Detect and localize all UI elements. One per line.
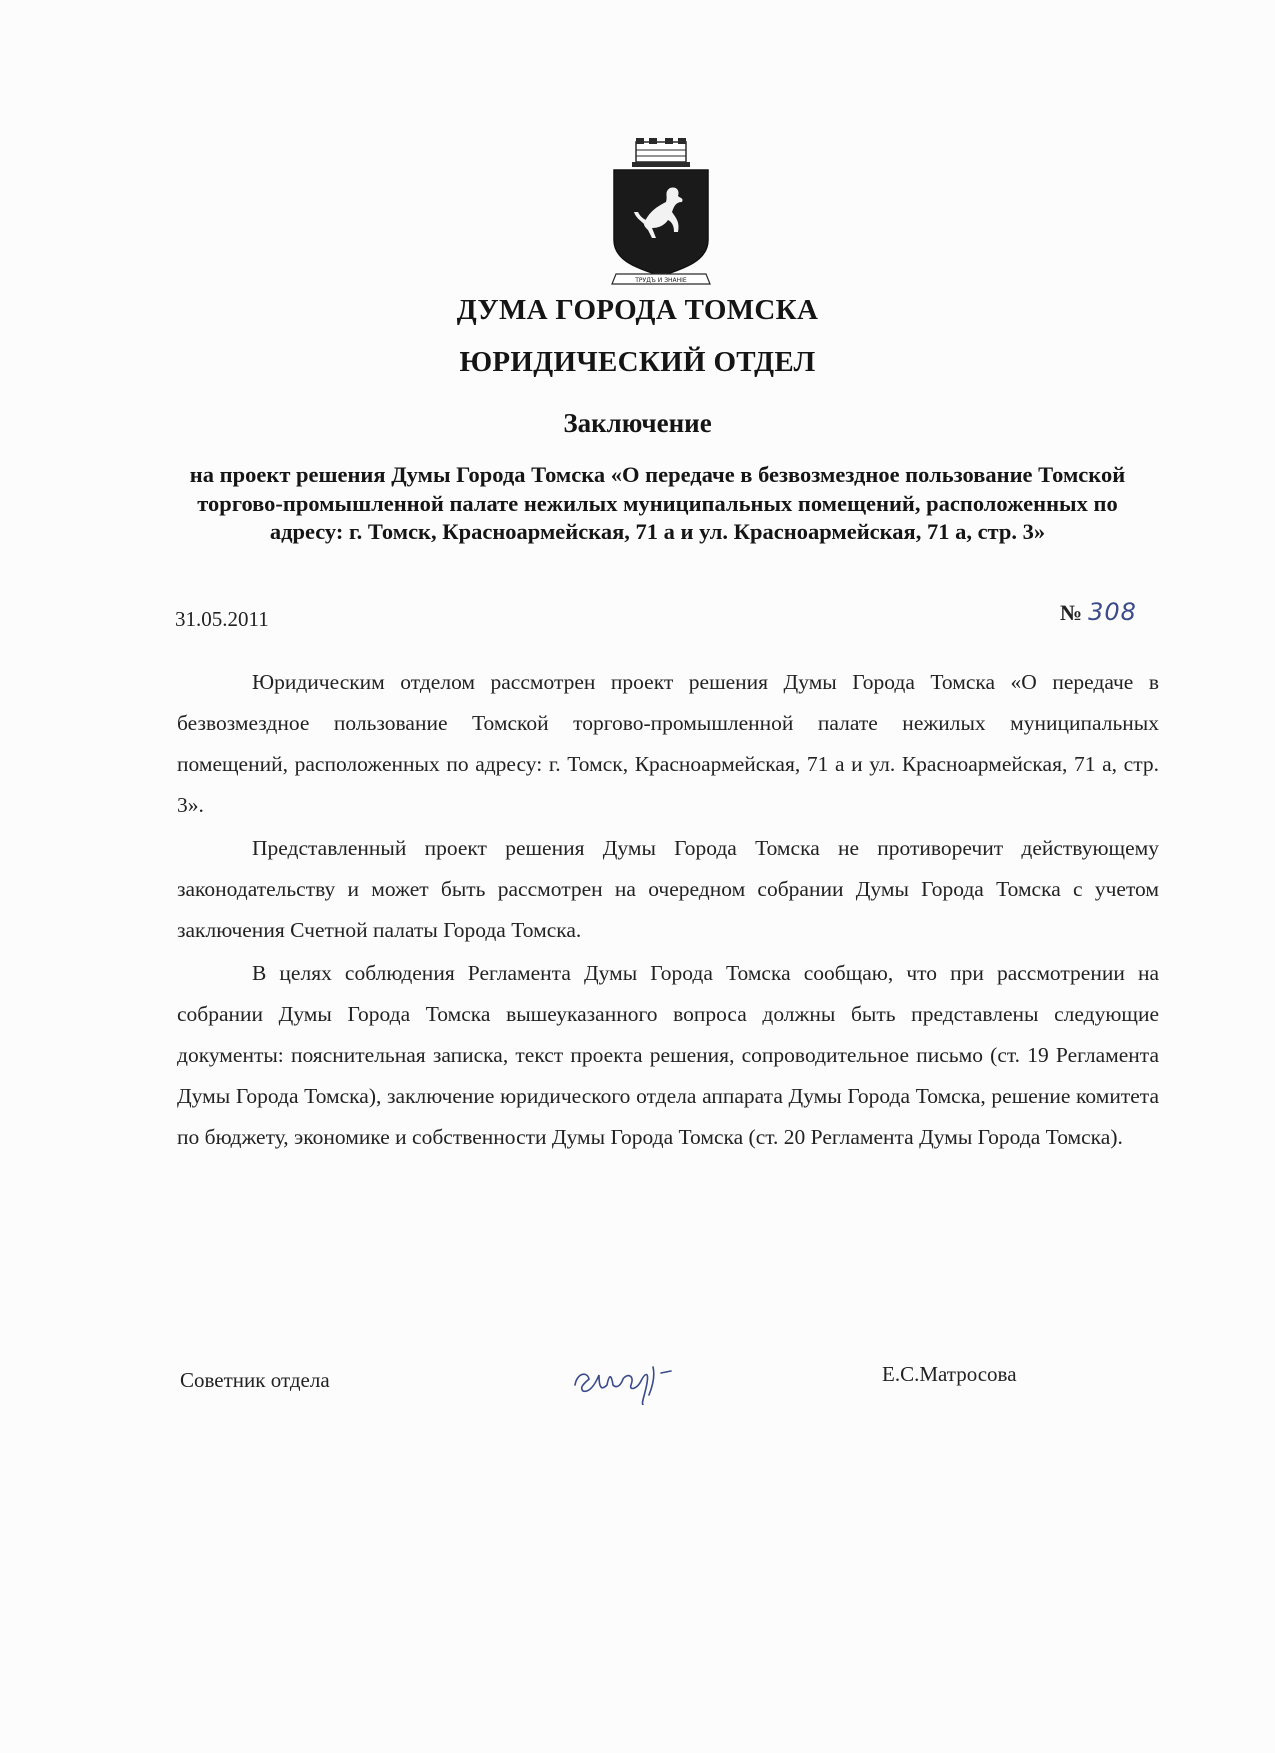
- number-value: 308: [1088, 598, 1137, 626]
- svg-text:ТРУДЪ И ЗНАНIЕ: ТРУДЪ И ЗНАНIЕ: [635, 277, 687, 284]
- signer-name: Е.С.Матросова: [882, 1362, 1017, 1386]
- body-paragraph: Юридическим отделом рассмотрен проект решения Думы Города Томска «О передаче в безвозмездное пользование Томской торгово-промышленной палате нежилых муниципальных помещений, расположенных по адресу: г. Томск, Красноармейская, 71 а и ул. Красноармейская, 71 а, стр. 3».: [177, 670, 1159, 817]
- tomsk-coat-of-arms-icon: [606, 136, 716, 290]
- handwritten-signature: [565, 1345, 725, 1405]
- department-name: ЮРИДИЧЕСКИЙ ОТДЕЛ: [459, 346, 816, 378]
- body-paragraph: В целях соблюдения Регламента Думы Города Томска сообщаю, что при рассмотрении на собрании Думы Города Томска вышеуказанного вопроса должны быть представлены следующие документы: пояснительная записка, текст проекта решения, сопроводительное письмо (ст. 19 Регламента Думы Города Томска), заключение юридического отдела аппарата Думы Города Томска, решение комитета по бюджету, экономике и собственности Думы Города Томска (ст. 20 Регламента Думы Города Томска).: [177, 961, 1159, 1149]
- document-body: [177, 662, 1159, 1160]
- document-date: 31.05.2011: [175, 607, 269, 631]
- crown-icon: [632, 138, 690, 167]
- document-type: Заключение: [563, 408, 712, 438]
- number-label: №: [1060, 600, 1083, 625]
- body-paragraph: Представленный проект решения Думы Города Томска не противоречит действующему законодательству и может быть рассмотрен на очередном собрании Думы Города Томска с учетом заключения Счетной палаты Города Томска.: [177, 836, 1159, 942]
- document-number: [1060, 598, 1137, 626]
- signer-position: Советник отдела: [180, 1368, 330, 1392]
- document-subject: на проект решения Думы Города Томска «О передаче в безвозмездное пользование Томской торгово-промышленной палате нежилых муниципальных помещений, расположенных по адресу: г. Томск, Красноармейская, 71 а и ул. Красноармейская, 71 а, стр. 3»: [189, 462, 1126, 544]
- org-name: ДУМА ГОРОДА ТОМСКА: [456, 294, 819, 326]
- motto-ribbon: [612, 274, 710, 284]
